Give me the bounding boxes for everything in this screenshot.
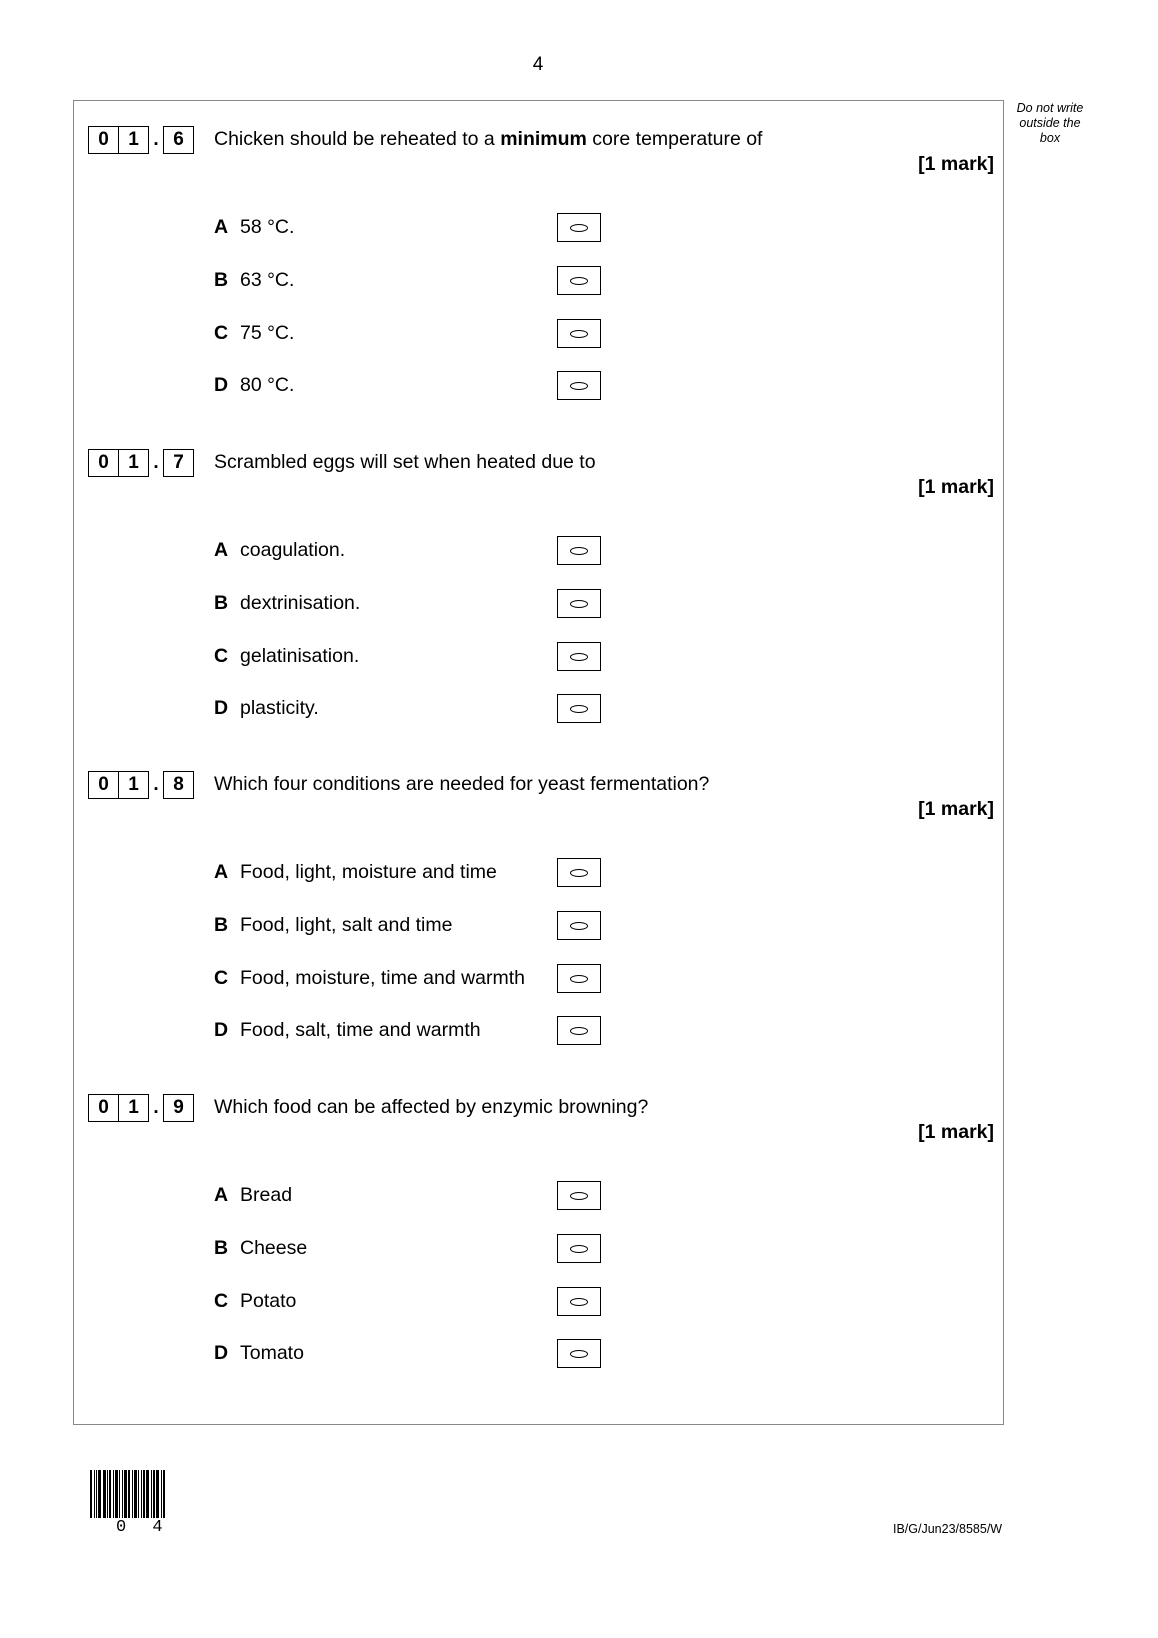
lozenge-icon bbox=[570, 653, 588, 661]
answer-checkbox-d[interactable] bbox=[557, 371, 601, 400]
option-text: Food, moisture, time and warmth bbox=[240, 966, 526, 989]
question-text bbox=[214, 128, 762, 151]
barcode-bar bbox=[103, 1470, 106, 1518]
option-letter: A bbox=[214, 538, 229, 561]
option-letter: D bbox=[214, 1018, 229, 1041]
question-number-digit: 1 bbox=[119, 1094, 149, 1122]
barcode-bar bbox=[115, 1470, 118, 1518]
answer-checkbox-b[interactable] bbox=[557, 911, 601, 940]
answer-checkbox-c[interactable] bbox=[557, 642, 601, 671]
lozenge-icon bbox=[570, 1192, 588, 1200]
question-text bbox=[214, 1096, 648, 1119]
barcode-label: 0 4 bbox=[116, 1518, 171, 1537]
lozenge-icon bbox=[570, 869, 588, 877]
option-letter: A bbox=[214, 860, 229, 883]
mark-allocation: [1 mark] bbox=[918, 1121, 994, 1143]
option-text: gelatinisation. bbox=[240, 644, 360, 667]
option-text: Food, light, moisture and time bbox=[240, 860, 497, 883]
barcode-bar bbox=[146, 1470, 149, 1518]
option-text: 58 °C. bbox=[240, 215, 295, 238]
barcode-bar bbox=[122, 1470, 123, 1518]
question bbox=[0, 451, 1158, 763]
question-number-dot: . bbox=[153, 774, 159, 795]
lozenge-icon bbox=[570, 975, 588, 983]
question-text bbox=[214, 451, 596, 474]
option-c bbox=[214, 964, 525, 992]
option-letter: D bbox=[214, 1341, 229, 1364]
option-text: coagulation. bbox=[240, 538, 346, 561]
question-text-part: core temperature of bbox=[586, 128, 763, 150]
barcode-bar bbox=[151, 1470, 152, 1518]
margin-note: Do not write outside the box bbox=[1016, 101, 1084, 145]
question-number-digit: 1 bbox=[119, 126, 149, 154]
barcode-bar bbox=[138, 1470, 139, 1518]
question-number-digit: 0 bbox=[88, 771, 119, 799]
question-number-dot: . bbox=[153, 129, 159, 150]
answer-checkbox-c[interactable] bbox=[557, 1287, 601, 1316]
option-c bbox=[214, 1287, 296, 1315]
option-d bbox=[214, 694, 319, 722]
answer-checkbox-c[interactable] bbox=[557, 319, 601, 348]
answer-checkbox-d[interactable] bbox=[557, 1016, 601, 1045]
lozenge-icon bbox=[570, 1350, 588, 1358]
question-text-part: Chicken should be reheated to a bbox=[214, 128, 501, 150]
barcode-bar bbox=[134, 1470, 137, 1518]
barcode-bar bbox=[128, 1470, 130, 1518]
option-a bbox=[214, 858, 497, 886]
option-letter: C bbox=[214, 966, 229, 989]
option-b bbox=[214, 589, 360, 617]
question-number-digit: 6 bbox=[163, 126, 194, 154]
question-number-digit: 0 bbox=[88, 449, 119, 477]
barcode-bar bbox=[109, 1470, 111, 1518]
question-number-digit: 0 bbox=[88, 1094, 119, 1122]
lozenge-icon bbox=[570, 330, 588, 338]
mark-allocation: [1 mark] bbox=[918, 153, 994, 175]
option-text: Potato bbox=[240, 1289, 297, 1312]
question-number bbox=[88, 126, 194, 154]
barcode-bar bbox=[98, 1470, 101, 1518]
option-letter: C bbox=[214, 644, 229, 667]
lozenge-icon bbox=[570, 1245, 588, 1253]
answer-checkbox-c[interactable] bbox=[557, 964, 601, 993]
question-text-part: Which four conditions are needed for yeast fermentation? bbox=[214, 773, 710, 795]
option-letter: B bbox=[214, 1236, 229, 1259]
barcode-bar bbox=[94, 1470, 95, 1518]
answer-checkbox-a[interactable] bbox=[557, 536, 601, 565]
answer-checkbox-b[interactable] bbox=[557, 1234, 601, 1263]
lozenge-icon bbox=[570, 1298, 588, 1306]
lozenge-icon bbox=[570, 922, 588, 930]
barcode-bar bbox=[124, 1470, 127, 1518]
barcode-bar bbox=[161, 1470, 162, 1518]
barcode-bar bbox=[141, 1470, 142, 1518]
answer-checkbox-b[interactable] bbox=[557, 589, 601, 618]
barcode-bar bbox=[96, 1470, 97, 1518]
barcode-bar bbox=[156, 1470, 159, 1518]
lozenge-icon bbox=[570, 1027, 588, 1035]
answer-checkbox-a[interactable] bbox=[557, 1181, 601, 1210]
option-text: Tomato bbox=[240, 1341, 304, 1364]
lozenge-icon bbox=[570, 600, 588, 608]
question-number-digit: 0 bbox=[88, 126, 119, 154]
lozenge-icon bbox=[570, 547, 588, 555]
option-a bbox=[214, 1181, 292, 1209]
barcode-bar bbox=[153, 1470, 155, 1518]
question-text bbox=[214, 773, 709, 796]
option-text: 75 °C. bbox=[240, 321, 295, 344]
question-number-dot: . bbox=[153, 1097, 159, 1118]
option-b bbox=[214, 1234, 307, 1262]
answer-checkbox-a[interactable] bbox=[557, 213, 601, 242]
option-text: dextrinisation. bbox=[240, 591, 361, 614]
option-text: Food, light, salt and time bbox=[240, 913, 453, 936]
answer-checkbox-b[interactable] bbox=[557, 266, 601, 295]
lozenge-icon bbox=[570, 277, 588, 285]
question-text-emphasis: minimum bbox=[500, 128, 587, 150]
question-number-dot: . bbox=[153, 452, 159, 473]
option-text: plasticity. bbox=[240, 696, 319, 719]
barcode bbox=[90, 1470, 190, 1518]
question-number-digit: 7 bbox=[163, 449, 194, 477]
option-letter: C bbox=[214, 321, 229, 344]
option-letter: B bbox=[214, 268, 229, 291]
barcode-bar bbox=[90, 1470, 92, 1518]
option-d bbox=[214, 1016, 481, 1044]
option-letter: B bbox=[214, 913, 229, 936]
option-a bbox=[214, 536, 345, 564]
option-letter: A bbox=[214, 215, 229, 238]
question bbox=[0, 1096, 1158, 1408]
option-text: Cheese bbox=[240, 1236, 308, 1259]
page-number: 4 bbox=[532, 54, 544, 75]
question-text-part: Scrambled eggs will set when heated due to bbox=[214, 451, 596, 473]
mark-allocation: [1 mark] bbox=[918, 798, 994, 820]
option-letter: B bbox=[214, 591, 229, 614]
question-number-digit: 1 bbox=[119, 449, 149, 477]
option-text: 63 °C. bbox=[240, 268, 295, 291]
question-number-digit: 9 bbox=[163, 1094, 194, 1122]
answer-checkbox-d[interactable] bbox=[557, 1339, 601, 1368]
barcode-bar bbox=[163, 1470, 165, 1518]
option-letter: A bbox=[214, 1183, 229, 1206]
option-c bbox=[214, 642, 359, 670]
question-number bbox=[88, 771, 194, 799]
barcode-bar bbox=[113, 1470, 114, 1518]
mark-allocation: [1 mark] bbox=[918, 476, 994, 498]
lozenge-icon bbox=[570, 382, 588, 390]
option-b bbox=[214, 911, 452, 939]
barcode-bar bbox=[143, 1470, 145, 1518]
answer-checkbox-d[interactable] bbox=[557, 694, 601, 723]
option-d bbox=[214, 1339, 304, 1367]
question-number-digit: 1 bbox=[119, 771, 149, 799]
lozenge-icon bbox=[570, 224, 588, 232]
option-b bbox=[214, 266, 294, 294]
option-text: Food, salt, time and warmth bbox=[240, 1018, 481, 1041]
option-letter: D bbox=[214, 373, 229, 396]
barcode-bar bbox=[119, 1470, 120, 1518]
question-number bbox=[88, 1094, 194, 1122]
option-d bbox=[214, 371, 294, 399]
option-letter: C bbox=[214, 1289, 229, 1312]
answer-checkbox-a[interactable] bbox=[557, 858, 601, 887]
question-number bbox=[88, 449, 194, 477]
option-letter: D bbox=[214, 696, 229, 719]
question-text-part: Which food can be affected by enzymic browning? bbox=[214, 1096, 649, 1118]
question-number-digit: 8 bbox=[163, 771, 194, 799]
barcode-bar bbox=[132, 1470, 133, 1518]
question bbox=[0, 773, 1158, 1085]
paper-reference: IB/G/Jun23/8585/W bbox=[893, 1522, 1003, 1536]
option-text: Bread bbox=[240, 1183, 293, 1206]
option-a bbox=[214, 213, 294, 241]
option-text: 80 °C. bbox=[240, 373, 295, 396]
question bbox=[0, 128, 1158, 440]
option-c bbox=[214, 319, 294, 347]
barcode-bar bbox=[107, 1470, 108, 1518]
lozenge-icon bbox=[570, 705, 588, 713]
